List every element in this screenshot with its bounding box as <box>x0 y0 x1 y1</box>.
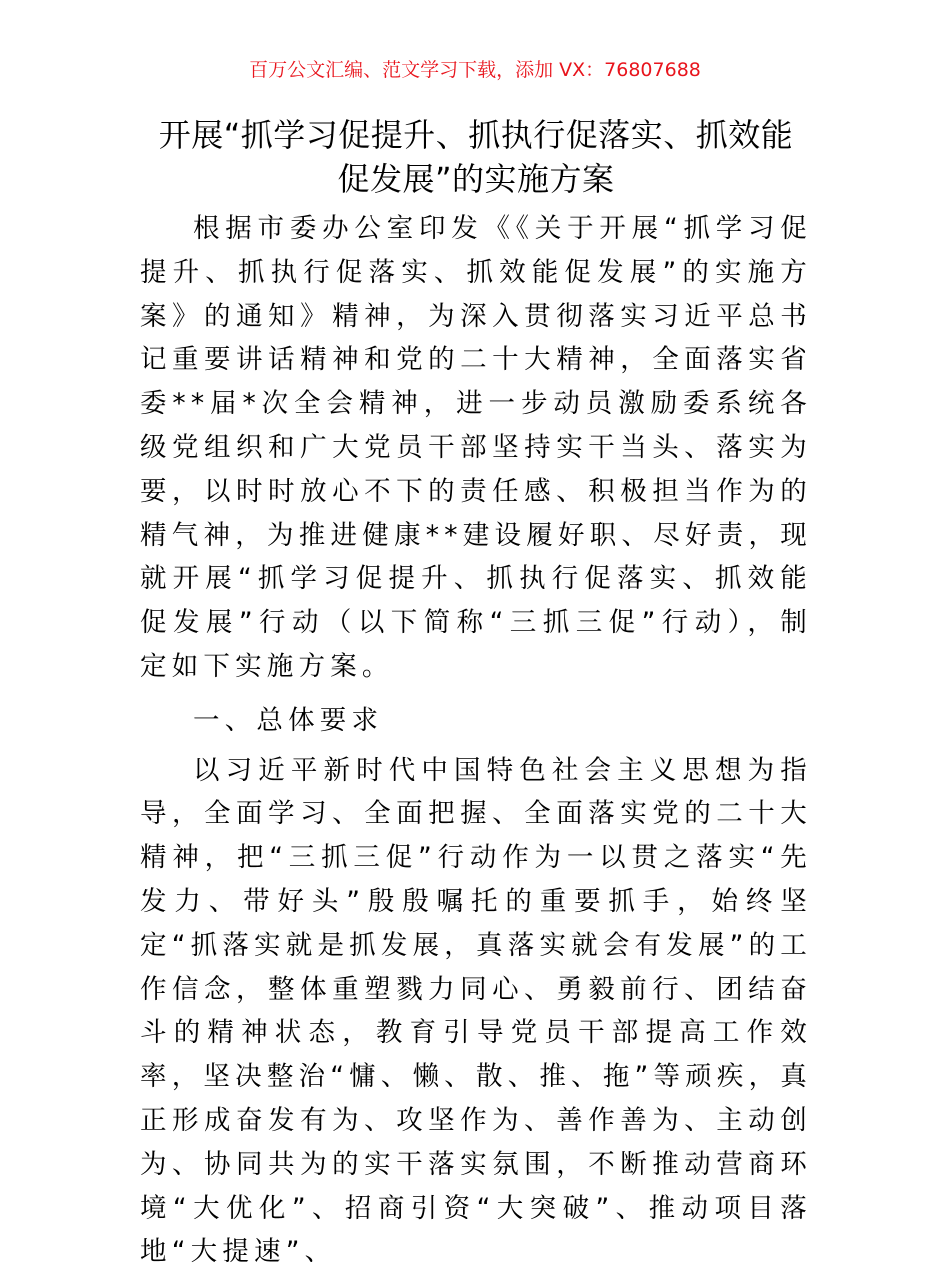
section-paragraph: 以习近平新时代中国特色社会主义思想为指导，全面学习、全面把握、全面落实党的二十大精神，把“三抓三促”行动作为一以贯之落实“先发力、带好头”殷殷嘱托的重要抓手，始终坚定“抓落实就是抓发展，真落实就会有发展”的工作信念，整体重塑戮力同心、勇毅前行、团结奋斗的精神状态，教育引导党员干部提高工作效率，坚决整治“慵、懒、散、推、拖”等顽疾，真正形成奋发有为、攻坚作为、善作善为、主动创为、协同共为的实干落实氛围，不断推动营商环境“大优化”、招商引资“大突破”、推动项目落地“大提速”、 <box>140 754 812 1268</box>
document-page <box>140 113 812 1274</box>
intro-paragraph: 根据市委办公室印发《《关于开展“抓学习促提升、抓执行促落实、抓效能促发展”的实施方案》的通知》精神，为深入贯彻落实习近平总书记重要讲话精神和党的二十大精神，全面落实省委**届*次全会精神，进一步动员激励委系统各级党组织和广大党员干部坚持实干当头、落实为要，以时时放心不下的责任感、积极担当作为的精气神，为推进健康**建设履好职、尽好责，现就开展“抓学习促提升、抓执行促落实、抓效能促发展”行动（以下简称“三抓三促”行动），制定如下实施方案。 <box>140 213 812 682</box>
section-heading-general-requirements: 一、总体要求 <box>193 704 384 736</box>
title-line-1: 开展“抓学习促提升、抓执行促落实、抓效能 <box>158 116 794 154</box>
document-title <box>140 113 812 201</box>
watermark-header: 百万公文汇编、范文学习下载，添加 VX：76807688 <box>249 59 701 81</box>
title-line-2: 促发展”的实施方案 <box>337 160 615 198</box>
